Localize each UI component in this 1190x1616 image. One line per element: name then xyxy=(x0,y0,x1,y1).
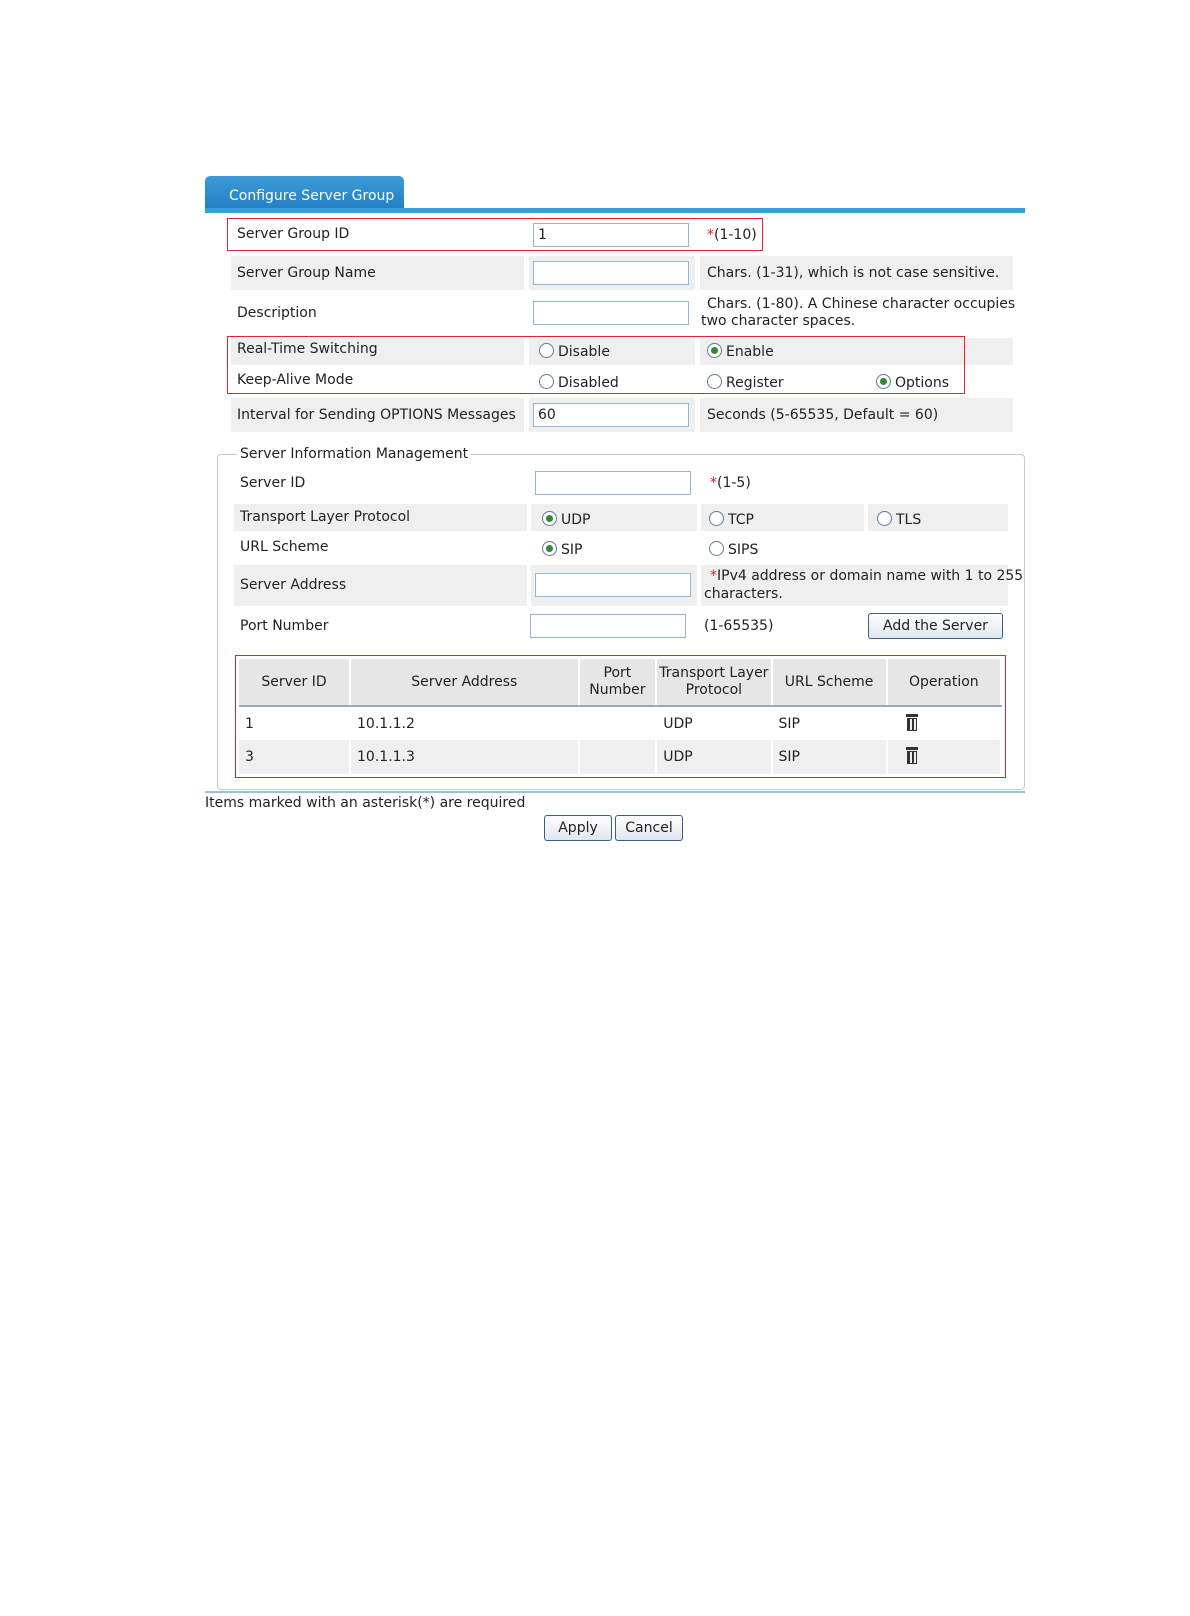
header-text: Transport Layer xyxy=(659,665,769,681)
radio-selected-icon xyxy=(876,374,891,389)
port-number-hint: (1-65535) xyxy=(704,618,774,634)
radio-label: UDP xyxy=(561,512,591,528)
table-row xyxy=(239,706,1001,740)
description-label: Description xyxy=(237,305,317,321)
tab-underline xyxy=(205,208,1025,213)
radio-label: Register xyxy=(726,375,784,391)
radio-transport-udp[interactable] xyxy=(542,511,590,528)
radio-label: TLS xyxy=(896,512,922,528)
radio-url-sip[interactable] xyxy=(542,541,582,558)
server-group-id-hint xyxy=(707,227,757,244)
server-id-input[interactable] xyxy=(535,471,691,495)
cell-url-scheme: SIP xyxy=(772,706,887,740)
apply-button[interactable]: Apply xyxy=(544,815,612,841)
header-text: Number xyxy=(589,682,646,698)
required-note: Items marked with an asterisk(*) are required xyxy=(205,795,526,811)
radio-url-sips[interactable] xyxy=(709,541,758,558)
radio-transport-tcp[interactable] xyxy=(709,511,754,528)
cell-operation xyxy=(887,740,1001,774)
radio-label: Disabled xyxy=(558,375,619,391)
cell-transport: UDP xyxy=(656,740,771,774)
server-group-id-input[interactable]: 1 xyxy=(533,223,689,247)
radio-label: SIPS xyxy=(728,542,759,558)
header-text: Protocol xyxy=(685,682,743,698)
range-text: (1-10) xyxy=(714,227,757,243)
server-address-hint-line1 xyxy=(710,568,1023,585)
keep-alive-mode-label: Keep-Alive Mode xyxy=(237,372,354,388)
cell-operation xyxy=(887,706,1001,740)
cell-server-id: 1 xyxy=(239,706,350,740)
server-info-legend: Server Information Management xyxy=(237,446,471,462)
header-server-address: Server Address xyxy=(350,659,579,706)
radio-selected-icon xyxy=(542,511,557,526)
server-group-id-label: Server Group ID xyxy=(237,226,350,242)
transport-label: Transport Layer Protocol xyxy=(240,509,411,525)
radio-selected-icon xyxy=(707,343,722,358)
header-text: Port xyxy=(603,665,632,681)
radio-rts-disable[interactable] xyxy=(539,343,610,360)
radio-icon xyxy=(707,374,722,389)
radio-keepalive-options[interactable] xyxy=(876,374,949,391)
radio-label: Enable xyxy=(726,344,774,360)
radio-label: Disable xyxy=(558,344,610,360)
header-operation: Operation xyxy=(887,659,1001,706)
interval-label: Interval for Sending OPTIONS Messages xyxy=(237,407,516,423)
server-group-name-label: Server Group Name xyxy=(237,265,376,281)
url-scheme-label: URL Scheme xyxy=(240,539,329,555)
required-asterisk: * xyxy=(710,568,717,584)
table-row xyxy=(239,740,1001,774)
cancel-button[interactable]: Cancel xyxy=(615,815,683,841)
required-asterisk: * xyxy=(707,227,714,243)
radio-icon xyxy=(709,541,724,556)
radio-icon xyxy=(539,343,554,358)
cell-server-address: 10.1.1.2 xyxy=(350,706,579,740)
interval-input[interactable]: 60 xyxy=(533,403,689,427)
radio-keepalive-disabled[interactable] xyxy=(539,374,619,391)
required-asterisk: * xyxy=(710,475,717,491)
cell-server-address: 10.1.1.3 xyxy=(350,740,579,774)
server-group-name-hint: Chars. (1-31), which is not case sensitive. xyxy=(707,265,1000,281)
server-table xyxy=(239,659,1002,774)
server-group-name-input[interactable] xyxy=(533,261,689,285)
header-transport xyxy=(656,659,771,706)
trash-icon[interactable] xyxy=(906,714,918,730)
radio-selected-icon xyxy=(542,541,557,556)
header-port-number xyxy=(579,659,657,706)
footer-divider xyxy=(205,791,1025,793)
description-hint-line1: Chars. (1-80). A Chinese character occupies xyxy=(707,296,1016,312)
cell-url-scheme: SIP xyxy=(772,740,887,774)
add-server-button[interactable]: Add the Server xyxy=(868,613,1003,639)
cell-port xyxy=(579,740,657,774)
header-server-id: Server ID xyxy=(239,659,350,706)
radio-keepalive-register[interactable] xyxy=(707,374,784,391)
server-address-hint-line2: characters. xyxy=(704,586,783,602)
trash-icon[interactable] xyxy=(906,747,918,763)
server-address-input[interactable] xyxy=(535,573,691,597)
header-url-scheme: URL Scheme xyxy=(772,659,887,706)
cell-port xyxy=(579,706,657,740)
radio-rts-enable[interactable] xyxy=(707,343,774,360)
tab-configure-server-group[interactable]: Configure Server Group xyxy=(205,176,404,211)
radio-label: TCP xyxy=(728,512,754,528)
cell-server-id: 3 xyxy=(239,740,350,774)
description-input[interactable] xyxy=(533,301,689,325)
cell-transport: UDP xyxy=(656,706,771,740)
radio-icon xyxy=(877,511,892,526)
radio-icon xyxy=(539,374,554,389)
radio-transport-tls[interactable] xyxy=(877,511,921,528)
port-number-label: Port Number xyxy=(240,618,329,634)
interval-hint: Seconds (5-65535, Default = 60) xyxy=(707,407,939,423)
description-hint-line2: two character spaces. xyxy=(701,313,856,329)
radio-icon xyxy=(709,511,724,526)
radio-label: SIP xyxy=(561,542,583,558)
server-id-hint xyxy=(710,475,751,492)
server-id-label: Server ID xyxy=(240,475,306,491)
hint-text: IPv4 address or domain name with 1 to 255 xyxy=(717,568,1024,584)
server-address-label: Server Address xyxy=(240,577,347,593)
range-text: (1-5) xyxy=(717,475,751,491)
port-number-input[interactable] xyxy=(530,614,686,638)
real-time-switching-label: Real-Time Switching xyxy=(237,341,378,357)
radio-label: Options xyxy=(895,375,950,391)
